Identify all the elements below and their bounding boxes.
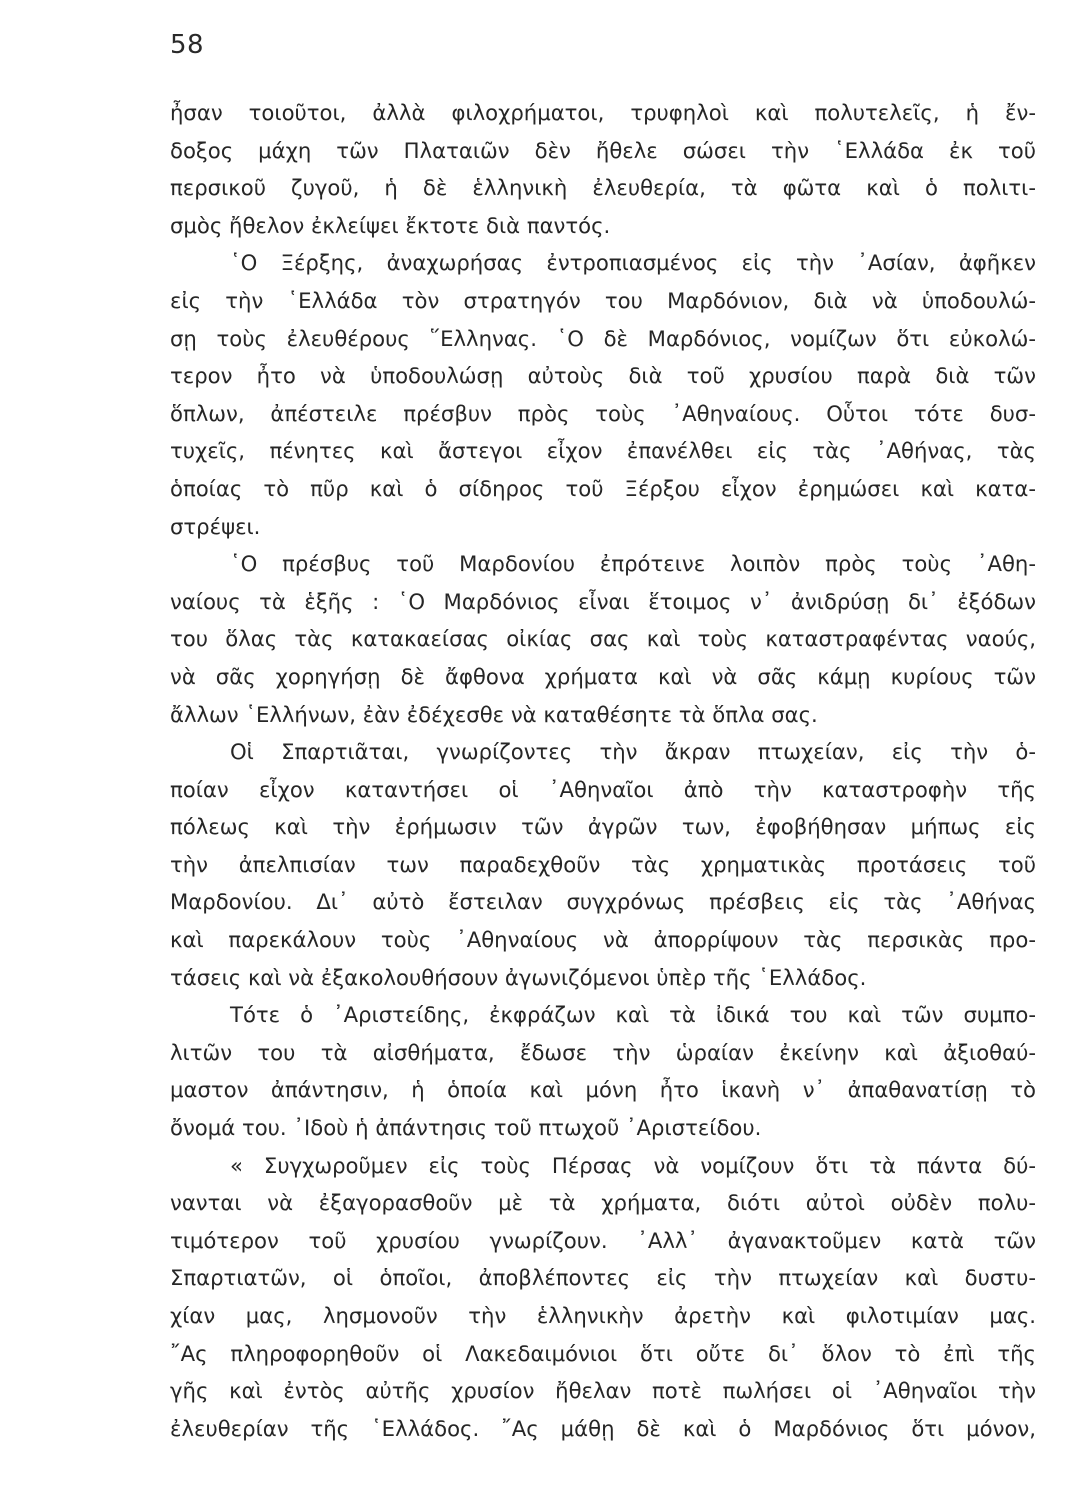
text-line: σμὸς ἤθελον ἐκλείψει ἔκτοτε διὰ παντός. [170,212,611,238]
text-line: τάσεις καὶ νὰ ἐξακολουθήσουν ἀγωνιζόμενοι ὑπὲρ τῆς ῾Ελλάδος. [170,964,867,990]
text-line: νανται νὰ ἐξαγορασθοῦν μὲ τὰ χρήματα, διότι αὐτοὶ οὐδὲν πολυ- [170,1190,1036,1216]
text-line: τυχεῖς, πένητες καὶ ἄστεγοι εἶχον ἐπανέλθει εἰς τὰς ᾿Αθήνας, τὰς [170,438,1036,464]
text-line: ὄνομά του. ᾿Ιδοὺ ἡ ἀπάντησις τοῦ πτωχοῦ ᾿Αριστείδου. [170,1115,762,1141]
text-line: τερον ἦτο νὰ ὑποδουλώσῃ αὐτοὺς διὰ τοῦ χρυσίου παρὰ διὰ τῶν [170,363,1036,389]
text-line: νὰ σᾶς χορηγήσῃ δὲ ἄφθονα χρήματα καὶ νὰ σᾶς κάμῃ κυρίους τῶν [170,663,1036,689]
text-line: εἰς τὴν ῾Ελλάδα τὸν στρατηγόν του Μαρδόνιον, διὰ νὰ ὑποδουλώ- [170,287,1036,313]
text-line: τιμότερον τοῦ χρυσίου γνωρίζουν. ᾿Αλλ᾿ ἀγανακτοῦμεν κατὰ τῶν [170,1227,1036,1253]
text-line: περσικοῦ ζυγοῦ, ἡ δὲ ἑλληνικὴ ἐλευθερία, τὰ φῶτα καὶ ὁ πολιτι- [170,175,1036,201]
text-line: ναίους τὰ ἑξῆς : ῾Ο Μαρδόνιος εἶναι ἕτοιμος ν᾿ ἀνιδρύσῃ δι᾿ ἐξόδων [170,588,1036,614]
text-line: ἐλευθερίαν τῆς ῾Ελλάδος. ῎Ας μάθῃ δὲ καὶ ὁ Μαρδόνιος ὅτι μόνον, [170,1415,1036,1441]
text-line: σῃ τοὺς ἐλευθέρους ῞Ελληνας. ῾Ο δὲ Μαρδόνιος, νομίζων ὅτι εὐκολώ- [170,325,1036,351]
text-line: « Συγχωροῦμεν εἰς τοὺς Πέρσας νὰ νομίζουν ὅτι τὰ πάντα δύ- [230,1152,1036,1178]
text-line: ῾Ο πρέσβυς τοῦ Μαρδονίου ἐπρότεινε λοιπὸν πρὸς τοὺς ᾿Αθη- [230,551,1036,577]
text-line: Τότε ὁ ᾿Αριστείδης, ἐκφράζων καὶ τὰ ἰδικά του καὶ τῶν συμπο- [230,1002,1036,1028]
text-line: ὁποίας τὸ πῦρ καὶ ὁ σίδηρος τοῦ Ξέρξου εἶχον ἐρημώσει καὶ κατα- [170,475,1036,501]
body-text [170,94,1036,1447]
text-line: ῎Ας πληροφορηθοῦν οἱ Λακεδαιμόνιοι ὅτι οὔτε δι᾿ ὅλον τὸ ἐπὶ τῆς [170,1340,1036,1366]
text-line: Μαρδονίου. Δι᾿ αὐτὸ ἔστειλαν συγχρόνως πρέσβεις εἰς τὰς ᾿Αθήνας [170,889,1036,915]
page-number: 58 [170,30,205,60]
text-line: καὶ παρεκάλουν τοὺς ᾿Αθηναίους νὰ ἀπορρίψουν τὰς περσικὰς προ- [170,927,1036,953]
text-line: δοξος μάχη τῶν Πλαταιῶν δὲν ἤθελε σώσει τὴν ῾Ελλάδα ἐκ τοῦ [170,137,1036,163]
text-line: ἄλλων ῾Ελλήνων, ἐὰν ἐδέχεσθε νὰ καταθέσητε τὰ ὅπλα σας. [170,701,818,727]
text-line: ποίαν εἶχον καταντήσει οἱ ᾿Αθηναῖοι ἀπὸ τὴν καταστροφὴν τῆς [170,776,1036,802]
text-line: του ὅλας τὰς κατακαείσας οἰκίας σας καὶ τοὺς καταστραφέντας ναούς, [170,626,1036,652]
text-line: στρέψει. [170,513,261,539]
text-line: Σπαρτιατῶν, οἱ ὁποῖοι, ἀποβλέποντες εἰς τὴν πτωχείαν καὶ δυστυ- [170,1265,1036,1291]
text-line: πόλεως καὶ τὴν ἐρήμωσιν τῶν ἀγρῶν των, ἐφοβήθησαν μήπως εἰς [170,814,1036,840]
text-line: μαστον ἀπάντησιν, ἡ ὁποία καὶ μόνη ἦτο ἱκανὴ ν᾿ ἀπαθανατίσῃ τὸ [170,1077,1036,1103]
text-line: γῆς καὶ ἐντὸς αὐτῆς χρυσίον ἤθελαν ποτὲ πωλήσει οἱ ᾿Αθηναῖοι τὴν [170,1378,1036,1404]
text-line: ἦσαν τοιοῦτοι, ἀλλὰ φιλοχρήματοι, τρυφηλοὶ καὶ πολυτελεῖς, ἡ ἔν- [170,100,1036,125]
text-line: λιτῶν του τὰ αἰσθήματα, ἔδωσε τὴν ὡραίαν ἐκείνην καὶ ἀξιοθαύ- [170,1039,1036,1065]
text-line: ῾Ο Ξέρξης, ἀναχωρήσας ἐντροπιασμένος εἰς τὴν ᾿Ασίαν, ἀφῆκεν [230,250,1036,276]
text-line: Οἱ Σπαρτιᾶται, γνωρίζοντες τὴν ἄκραν πτωχείαν, εἰς τὴν ὁ- [230,739,1036,765]
text-line: χίαν μας, λησμονοῦν τὴν ἑλληνικὴν ἀρετὴν καὶ φιλοτιμίαν μας. [170,1303,1036,1328]
text-line: ὅπλων, ἀπέστειλε πρέσβυν πρὸς τοὺς ᾿Αθηναίους. Οὗτοι τότε δυσ- [170,400,1036,426]
text-line: τὴν ἀπελπισίαν των παραδεχθοῦν τὰς χρηματικὰς προτάσεις τοῦ [170,851,1036,877]
